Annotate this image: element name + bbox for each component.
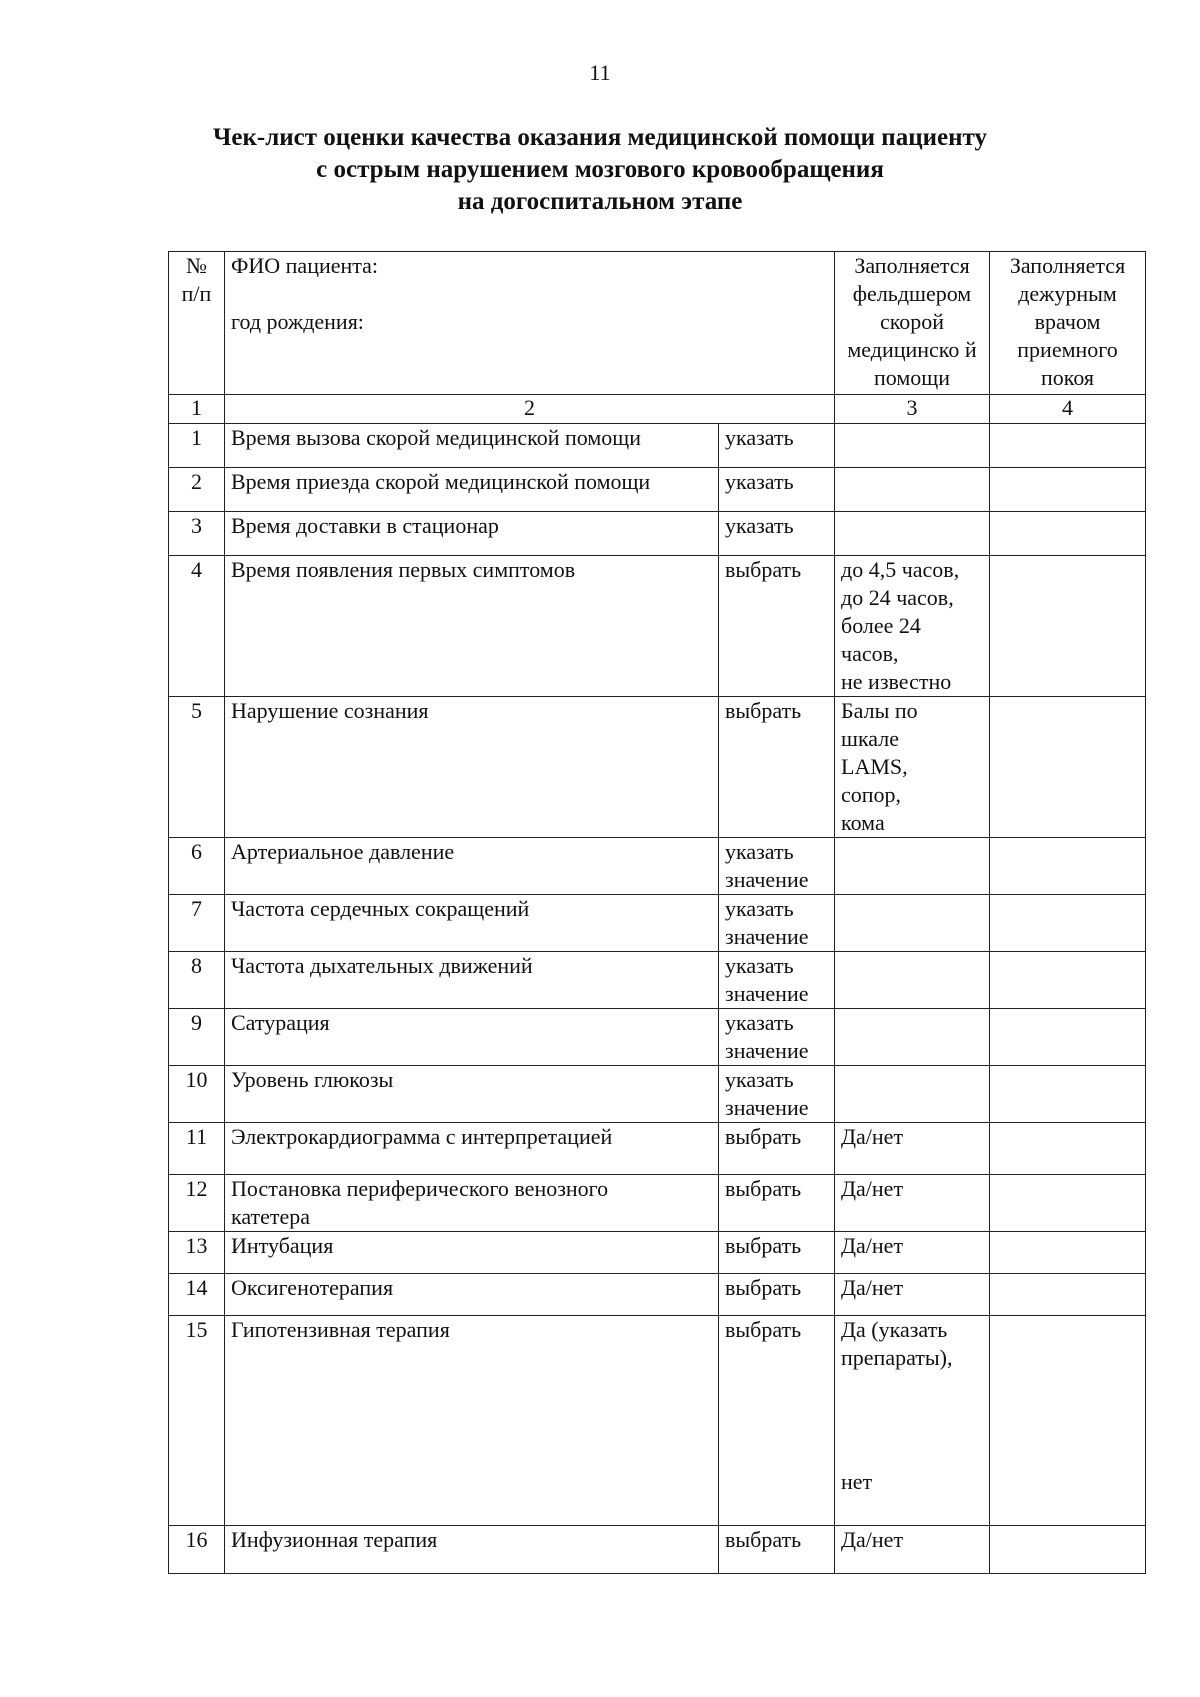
row-number-text: 11	[185, 1124, 208, 1149]
row-col3	[835, 512, 990, 556]
header-col4-label: Заполняется дежурным врачом приемного покоя	[1009, 253, 1126, 390]
row-item-text: Время вызова скорой медицинской помощи	[231, 425, 641, 450]
table-row	[169, 1274, 1146, 1316]
row-col3	[835, 952, 990, 1009]
row-number-text: 6	[191, 839, 202, 864]
row-col4	[990, 895, 1146, 952]
row-action-text: выбрать	[725, 1233, 802, 1258]
row-number-text: 15	[185, 1317, 208, 1342]
table-row	[169, 838, 1146, 895]
row-action	[719, 1066, 835, 1123]
row-action	[719, 1274, 835, 1316]
table-row	[169, 1316, 1146, 1526]
patient-name-label: ФИО пациента:	[231, 253, 379, 278]
row-col4	[990, 1526, 1146, 1574]
row-number	[169, 1123, 225, 1175]
row-item-text: Гипотензивная терапия	[231, 1317, 450, 1342]
row-number-text: 4	[191, 557, 202, 582]
page-number: 11	[589, 60, 611, 85]
row-item-text: Оксигенотерапия	[231, 1275, 394, 1300]
table-row	[169, 1175, 1146, 1232]
row-item-text: Частота сердечных сокращений	[231, 896, 530, 921]
row-item-text: Сатурация	[231, 1010, 330, 1035]
row-action-text: выбрать	[725, 1124, 802, 1149]
index-cell-2: 2	[225, 395, 835, 424]
row-number-text: 3	[191, 513, 202, 538]
row-action	[719, 838, 835, 895]
row-col3-text: Да/нет	[841, 1233, 904, 1258]
row-action	[719, 512, 835, 556]
row-action	[719, 1009, 835, 1066]
header-patient-cell	[225, 252, 835, 395]
row-item-text: Уровень глюкозы	[231, 1067, 394, 1092]
row-col3	[835, 1274, 990, 1316]
row-number	[169, 512, 225, 556]
row-action-text: выбрать	[725, 1317, 802, 1342]
row-action	[719, 468, 835, 512]
row-col3	[835, 1232, 990, 1274]
table-row	[169, 952, 1146, 1009]
header-row	[169, 252, 1146, 395]
row-item	[225, 512, 719, 556]
table-row	[169, 895, 1146, 952]
row-item-text: Время доставки в стационар	[231, 513, 499, 538]
row-col4	[990, 1316, 1146, 1526]
row-action-text: выбрать	[725, 1527, 802, 1552]
row-col3-text: Да/нет	[841, 1176, 904, 1201]
row-col3-text: Да/нет	[841, 1275, 904, 1300]
row-col4	[990, 556, 1146, 697]
table-row	[169, 512, 1146, 556]
row-action-text: указать значение	[725, 896, 809, 949]
row-col4	[990, 1232, 1146, 1274]
row-action-text: указать	[725, 469, 794, 494]
row-col4	[990, 838, 1146, 895]
table-row	[169, 1526, 1146, 1574]
row-number	[169, 468, 225, 512]
row-item	[225, 1316, 719, 1526]
row-item	[225, 424, 719, 468]
row-item	[225, 1274, 719, 1316]
row-item-text: Интубация	[231, 1233, 334, 1258]
row-item	[225, 556, 719, 697]
row-action	[719, 556, 835, 697]
table-row	[169, 1066, 1146, 1123]
row-action-text: указать значение	[725, 1067, 809, 1120]
row-number-text: 10	[185, 1067, 208, 1092]
row-col3-text: до 4,5 часов, до 24 часов, более 24 часов, не известно	[841, 557, 960, 694]
table-row	[169, 424, 1146, 468]
row-number-text: 7	[191, 896, 202, 921]
row-item-text: Время появления первых симптомов	[231, 557, 576, 582]
row-col3	[835, 697, 990, 838]
row-item-text: Время приезда скорой медицинской помощи	[231, 469, 651, 494]
row-item	[225, 468, 719, 512]
row-item	[225, 1232, 719, 1274]
row-number-text: 1	[191, 425, 202, 450]
row-action	[719, 1526, 835, 1574]
row-number-text: 13	[185, 1233, 208, 1258]
row-number	[169, 424, 225, 468]
row-item	[225, 1175, 719, 1232]
row-item	[225, 1009, 719, 1066]
row-action	[719, 1123, 835, 1175]
row-item	[225, 895, 719, 952]
row-col3	[835, 1066, 990, 1123]
row-action-text: выбрать	[725, 1275, 802, 1300]
row-col3	[835, 1316, 990, 1526]
row-col3-text: Балы по шкале LAMS, сопор, кома	[841, 698, 918, 835]
title-line-2: с острым нарушением мозгового кровообращения	[316, 156, 884, 183]
row-item	[225, 1526, 719, 1574]
row-col3	[835, 838, 990, 895]
row-col3	[835, 895, 990, 952]
table-row	[169, 697, 1146, 838]
birth-year-label: год рождения:	[231, 309, 364, 334]
checklist-table	[168, 251, 1146, 1574]
row-item-text: Электрокардиограмма с интерпретацией	[231, 1124, 613, 1149]
row-action	[719, 424, 835, 468]
row-col3	[835, 468, 990, 512]
row-action	[719, 1175, 835, 1232]
row-number-text: 5	[191, 698, 202, 723]
row-item-text: Артериальное давление	[231, 839, 455, 864]
row-item	[225, 1066, 719, 1123]
row-col3	[835, 1175, 990, 1232]
row-col3	[835, 1009, 990, 1066]
row-number	[169, 838, 225, 895]
row-number-text: 8	[191, 953, 202, 978]
header-col3-label: Заполняется фельдшером скорой медицинско й помощи	[847, 253, 977, 390]
table-row	[169, 1232, 1146, 1274]
row-number	[169, 1526, 225, 1574]
table-row	[169, 556, 1146, 697]
row-number	[169, 1316, 225, 1526]
header-col3-cell	[835, 252, 990, 395]
row-number-text: 16	[185, 1527, 208, 1552]
title-line-3: на догоспитальном этапе	[457, 188, 743, 215]
row-action	[719, 1316, 835, 1526]
row-number-text: 12	[185, 1176, 208, 1201]
row-col3-text: Да/нет	[841, 1527, 904, 1552]
row-item-text: Постановка периферического венозного катетера	[231, 1176, 609, 1229]
row-col4	[990, 1123, 1146, 1175]
header-num-cell	[169, 252, 225, 395]
row-number	[169, 556, 225, 697]
row-col3-bottom-text: нет	[841, 1469, 873, 1494]
index-row	[169, 395, 1146, 424]
row-number-text: 14	[185, 1275, 208, 1300]
row-action	[719, 952, 835, 1009]
row-item-text: Нарушение сознания	[231, 698, 429, 723]
row-number	[169, 952, 225, 1009]
row-item-text: Инфузионная терапия	[231, 1527, 438, 1552]
row-col4	[990, 1009, 1146, 1066]
row-number	[169, 1232, 225, 1274]
index-cell-4: 4	[990, 395, 1146, 424]
row-action-text: выбрать	[725, 1176, 802, 1201]
row-number-text: 2	[191, 469, 202, 494]
row-action	[719, 1232, 835, 1274]
row-action-text: указать значение	[725, 839, 809, 892]
row-col3	[835, 424, 990, 468]
row-action-text: указать значение	[725, 953, 809, 1006]
row-action-text: выбрать	[725, 557, 802, 582]
row-number	[169, 697, 225, 838]
row-number	[169, 895, 225, 952]
row-action	[719, 697, 835, 838]
row-col3-text: Да/нет	[841, 1124, 904, 1149]
row-col4	[990, 1274, 1146, 1316]
row-number-text: 9	[191, 1010, 202, 1035]
index-cell-3: 3	[835, 395, 990, 424]
row-col4	[990, 424, 1146, 468]
row-item	[225, 1123, 719, 1175]
table-row	[169, 1009, 1146, 1066]
row-col4	[990, 697, 1146, 838]
table-row	[169, 468, 1146, 512]
row-col4	[990, 1175, 1146, 1232]
index-cell-1: 1	[169, 395, 225, 424]
row-item	[225, 697, 719, 838]
row-number	[169, 1175, 225, 1232]
header-num-label: № п/п	[181, 253, 212, 306]
row-action-text: указать	[725, 513, 794, 538]
row-action-text: указать значение	[725, 1010, 809, 1063]
document-title	[100, 122, 1100, 218]
row-col4	[990, 468, 1146, 512]
row-item	[225, 952, 719, 1009]
row-item-text: Частота дыхательных движений	[231, 953, 533, 978]
table-row	[169, 1123, 1146, 1175]
row-col3-text: Да (указать препараты),	[841, 1317, 953, 1370]
header-col4-cell	[990, 252, 1146, 395]
row-item	[225, 838, 719, 895]
row-col4	[990, 1066, 1146, 1123]
row-action-text: выбрать	[725, 698, 802, 723]
row-col3	[835, 556, 990, 697]
row-col4	[990, 952, 1146, 1009]
title-line-1: Чек-лист оценки качества оказания медицинской помощи пациенту	[213, 124, 987, 151]
row-number	[169, 1009, 225, 1066]
row-action	[719, 895, 835, 952]
row-action-text: указать	[725, 425, 794, 450]
row-col4	[990, 512, 1146, 556]
row-number	[169, 1066, 225, 1123]
row-col3	[835, 1123, 990, 1175]
row-col3	[835, 1526, 990, 1574]
row-number	[169, 1274, 225, 1316]
